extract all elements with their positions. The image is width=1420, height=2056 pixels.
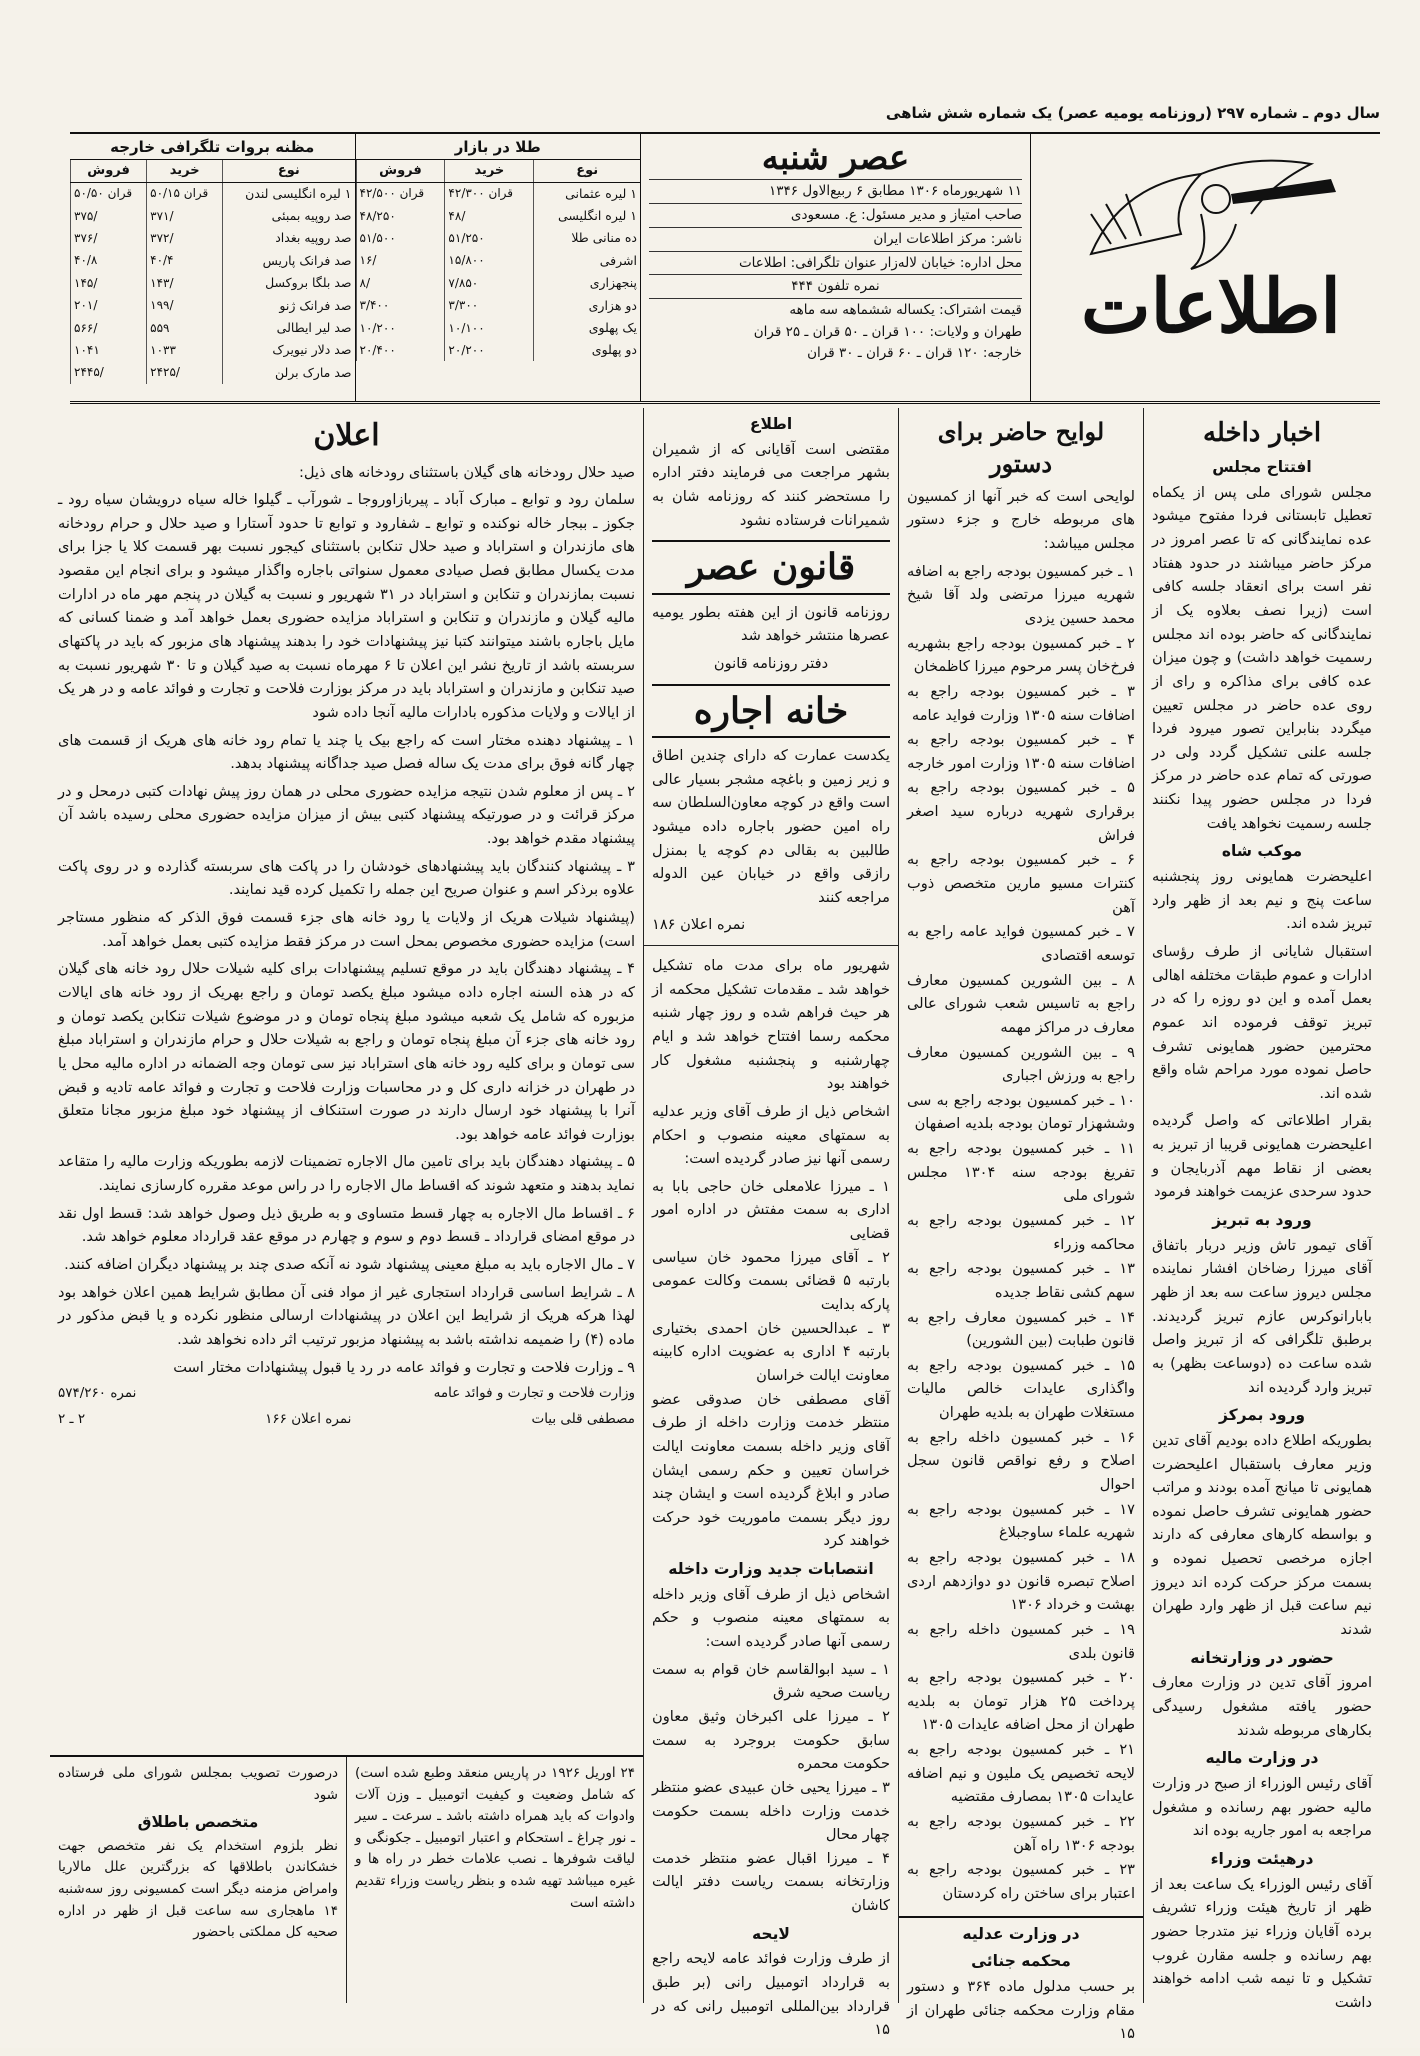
table-cell: ۱ لیره انگلیسی لندن bbox=[223, 182, 355, 204]
table-cell: یک پهلوی bbox=[534, 316, 640, 338]
bill-text: از طرف وزارت فوائد عامه لایحه راجع به قرارداد اتومبیل رانی (بر طبق قرارداد بین‌المللی اتومبیل رانی که در ۱۵ bbox=[652, 1950, 890, 2039]
bill-item: ۱۳ ـ خبر کمسیون بودجه راجع به سهم کشی نقاط جدیده bbox=[907, 1260, 1135, 1301]
bill-item: ۵ ـ خبر کمسیون بودجه راجع به برقراری شهریه درباره سید اصغر فراش bbox=[907, 779, 1135, 844]
advertisement-rivers: سلمان رود و توابع ـ مبارک آباد ـ پیربازاوروجا ـ شورآب ـ گیلوا خاله سیاه درویشان سیاه رود ـ جکوز ـ ببجار خاله نوکنده و توابع ـ شفارود و توابع تا حدود آستارا و صید حلال و حرام رودخانه های مازندران و استراباد و صید حلال تنکابن باستثنای کیجور نسبت بهر قسمت کلا یا جزا برای مدت یکسال مطابق فصل صیادی معمول سنواتی باجاره واگذار میشود و برای انجام این مقصود نسبت بمازندران و تنکابن و استراباد در ۳۱ شهریور و نسبت به گیلان در پنجم مهر ماه در ادارات مالیه گیلان و مازندران و تنکابن و استراباد مزایده حضوری بعمل خواهد آمد و ضمنا کسانی که مایل باجاره باشند میتوانند کتبا نیز پیشنهادات خود را بدهند پیشنهاد های مزبور که باید در پاکتهای سربسته باشد از تاریخ نشر این اعلان تا ۶ مهرماه نسبت به صید گیلان و تا ۳۰ شهریور نسبت به صید تنکابن و مازندران و استراباد باید در مرکز بوزارت فلاحت و تجارت و فوائد عامه و در هر یک از ایالات و ولایات مذکوره بادارات مالیه آنجا داده شود bbox=[58, 491, 636, 721]
table-cell: ۲۰/۴۰۰ bbox=[356, 339, 445, 361]
table-cell: ۷/۸۵۰ bbox=[445, 272, 534, 294]
subscription-head: قیمت اشتراک: یکساله ششماهه سه ماهه bbox=[649, 298, 1022, 322]
interior-appointments-list bbox=[652, 1658, 890, 1918]
angel-trumpet-icon bbox=[1051, 144, 1361, 274]
justice-section bbox=[899, 1916, 1143, 2056]
table-cell: ۵۶۶/ bbox=[71, 316, 147, 338]
table-row bbox=[356, 204, 640, 226]
bill-item: ۲۲ ـ خبر کمسیون بودجه راجع به بودجه ۱۳۰۶ راه آهن bbox=[907, 1813, 1135, 1854]
bottom-left-subhead: متخصص باطلاق bbox=[137, 1813, 259, 1832]
masthead bbox=[70, 132, 1380, 404]
sign-ad-number: نمره اعلان ۱۶۶ bbox=[265, 1411, 352, 1428]
issue-line bbox=[70, 104, 1380, 132]
issue-date: ۱۱ شهریورماه ۱۳۰۶ مطابق ۶ ربیع‌الاول ۱۳۴۶ bbox=[649, 179, 1022, 203]
appointments-intro: اشخاص ذیل از طرف آقای وزیر عدلیه به سمتهای معینه منصوب و احکام رسمی آنها نیز صادر گردیده است: bbox=[652, 1102, 890, 1168]
bill-item: ۱۸ ـ خبر کمسیون بودجه راجع به اصلاح تبصره قانون دو دوازدهم اردی بهشت و خرداد ۱۳۰۶ bbox=[907, 1548, 1135, 1614]
rent-heading: خانه اجاره bbox=[652, 684, 890, 738]
table-row bbox=[71, 204, 355, 226]
interior-appointment-item: ۲ ـ میرزا علی اکبرخان وثیق معاون سابق حکومت بروجرد به سمت حکومت محمره bbox=[652, 1707, 890, 1773]
table-cell: صد بلگا بروکسل bbox=[223, 272, 355, 294]
table-cell: ۱۰/۱۰۰ bbox=[445, 316, 534, 338]
table-cell: ۴۲/۳۰۰ قران bbox=[445, 182, 534, 204]
bill-item: ۲۱ ـ خبر کمسیون بودجه راجع به لایحه تخصیص یک ملیون و نیم اضافه عایدات ۱۳۰۵ بمصارف مقتضیه bbox=[907, 1741, 1135, 1806]
appointments-list bbox=[652, 1175, 890, 1388]
advertisement-clause: ۹ ـ وزارت فلاحت و تجارت و فوائد عامه در رد یا قبول پیشنهادات مختار است bbox=[173, 1358, 635, 1376]
table-cell: صد روپیه بغداد bbox=[223, 227, 355, 249]
table-cell: اشرفی bbox=[534, 249, 640, 271]
advertisement-clause: ۲ ـ پس از معلوم شدن نتیجه مزایده حضوری محلی در همان روز پیش نهادات کتبی درمحل و در مرکز قرائت و در صورتیکه پیشنهاد کتبی بیش از میزان مزایده حضوری محلی رسیده باشد آن پیشنهاد مقدم خواهد بود. bbox=[58, 782, 635, 848]
market-tables bbox=[70, 134, 640, 401]
advertisement-signature bbox=[58, 1383, 635, 1405]
table-cell: صد فرانک ژنو bbox=[223, 294, 355, 316]
office-line: محل اداره: خیابان لاله‌زار عنوان تلگرافی: اطلاعات bbox=[649, 251, 1022, 275]
table-header: فروش bbox=[71, 160, 147, 182]
table-cell: صد فرانک پاریس bbox=[223, 249, 355, 271]
table-cell: ده منانی طلا bbox=[534, 227, 640, 249]
bills-column bbox=[898, 408, 1143, 2043]
bill-item: ۱ ـ خبر کمسیون بودجه راجع به اضافه شهریه میرزا مرتضی ولد آقا شیخ محمد حسین یزدی bbox=[907, 562, 1135, 627]
news-paragraph: آقای رئیس الوزراء یک ساعت بعد از ظهر از تاریخ هیئت وزراء تشریف برده آقایان وزراء نیز متدرجا حضور بهم رسانده و جلسه مقارن غروب تشکیل و تا نیمه شب ادامه خواهند داشت bbox=[1152, 1875, 1372, 2011]
bills-list bbox=[907, 560, 1135, 1906]
bottom-right-text: ۲۴ اوریل ۱۹۲۶ در پاریس منعقد وطبع شده است) که شامل وضعیت و کیفیت اتومبیل ـ وزن آلات وادوات که باید همراه داشته باشد ـ سرعت ـ سیر ـ نور چراغ ـ استحکام و اعتبار اتومبیل ـ جکونگی و لیاقت شوفرها ـ نصب علامات خطر در راه ها و غیره میباشد تهیه شده و بنظر ریاست وزراء تقدیم داشته است bbox=[355, 1765, 636, 1911]
owner-line: صاحب امتیاز و مدیر مسئول: ع. مسعودی bbox=[649, 203, 1022, 227]
bottom-left-block bbox=[50, 1757, 346, 2003]
table-cell: ۵۰/۵۰ قران bbox=[71, 182, 147, 204]
advertisement-clause: ۶ ـ اقساط مال الاجاره به چهار قسط متساوی و به طریق ذیل وصول خواهد شد: قسط اول نقد در موقع امضای قرارداد ـ قسط دوم و سوم و چهارم در موقع عقد قرارداد معلوم خواهد شد. bbox=[58, 1204, 635, 1246]
table-cell: پنجهزاری bbox=[534, 272, 640, 294]
news-paragraph: امروز آقای تدین در وزارت معارف حضور یافته مشغول رسیدگی بکارهای مربوطه شدند bbox=[1152, 1674, 1372, 1739]
table-cell: صد دلار نیویرک bbox=[223, 339, 355, 361]
gold-table-title: طلا در بازار bbox=[356, 134, 641, 160]
table-row bbox=[356, 294, 640, 316]
table-row bbox=[356, 316, 640, 338]
table-cell: ۵۰/۱۵ قران bbox=[147, 182, 223, 204]
court-text: شهریور ماه برای مدت ماه تشکیل خواهد شد ـ مقدمات تشکیل محکمه از هر حیث فراهم شده و روز چهار شنبه محکمه رسما افتتاح خواهد شد و ایام چهارشنبه و پنجشنبه مشغول کار خواهند بود bbox=[652, 957, 890, 1093]
table-cell: ۴۲/۵۰۰ قران bbox=[356, 182, 445, 204]
sign-name: مصطفی قلی بیات bbox=[531, 1411, 635, 1428]
table-cell: ۱۰/۲۰۰ bbox=[356, 316, 445, 338]
bill-item: ۲ ـ خبر کمسیون بودجه راجع بشهریه فرخ‌خان پسر مرحوم میرزا کاظمخان bbox=[907, 634, 1135, 676]
table-row bbox=[71, 316, 355, 338]
news-paragraph: بطوریکه اطلاع داده بودیم آقای تدین وزیر معارف باستقبال اعلیحضرت همایونی تا میانج آمده بودند و مراتب حضور همایونی تشرف حاصل نموده و بواسطه کارهای معارفی که دارند اجازه مرخصی تحصیل نموده و بسمت مرکز حرکت کرده اند دیروز نیم ساعت قبل از ظهر وارد طهران شدند bbox=[1152, 1431, 1372, 1639]
domestic-news-title: اخبار داخله bbox=[1202, 418, 1322, 448]
table-cell: ۸/ bbox=[356, 272, 445, 294]
table-row bbox=[356, 227, 640, 249]
fx-table-title: مظنه بروات تلگرافی خارجه bbox=[70, 134, 355, 160]
news-subhead: درهیئت وزراء bbox=[1210, 1849, 1314, 1868]
bill-item: ۸ ـ بین الشورین کمسیون معارف راجع به تاسیس شعب شورای عالی معارف در مراکز مهمه bbox=[907, 971, 1135, 1036]
news-subhead: افتتاح مجلس bbox=[1212, 458, 1312, 477]
advertisement-clause: ۸ ـ شرایط اساسی قرارداد استجاری غیر از مواد فنی آن مطابق شرایط همین اعلان خواهد بود لهذا هرکه هریک از شرایط این اعلان در پیشنهادات ارسالی منظور نکرده و یا قبض مذکور در ماده (۴) را ضمیمه نداشته باشد به پیشنهاد مزبور ترتیب اثر داده نخواهد شد. bbox=[58, 1283, 635, 1348]
table-cell: ۴۰/۸ bbox=[71, 249, 147, 271]
interior-intro: اشخاص ذیل از طرف آقای وزیر داخله به سمتهای معینه منصوب و حکم رسمی آنها صادر گردیده است: bbox=[652, 1585, 890, 1651]
table-cell: صد لیر ایطالی bbox=[223, 316, 355, 338]
divider bbox=[644, 945, 898, 946]
law-paper-sign: دفتر روزنامه قانون bbox=[713, 654, 829, 672]
table-header: خرید bbox=[445, 160, 534, 182]
table-header: فروش bbox=[356, 160, 445, 182]
table-row bbox=[71, 361, 355, 383]
interior-appointment-item: ۱ ـ سید ابوالقاسم خان قوام به سمت ریاست صحیه شرق bbox=[652, 1660, 890, 1702]
news-paragraph: بقرار اطلاعاتی که واصل گردیده اعلیحضرت همایونی قریبا از تبریز به بعضی از نقاط مهم آذربایجان و حدود سرحدی عزیمت خواهند فرمود bbox=[1152, 1112, 1372, 1201]
news-subhead: ورود به تبریز bbox=[1212, 1211, 1312, 1230]
advertisement-clause: ۴ ـ پیشنهاد دهندگان باید در موقع تسلیم پیشنهادات برای کلیه شیلات حلال رود خانه های گیلان که در هذه السنه اجاره داده میشود مبلغ یکصد تومان و راجع بهریک از رود خانه های ایالات مزبوره که شامل یک شعبه میشود مبلغ پنجاه تومان و در موضوع شیلات تنکابن یکصد تومان و رود خانه های جزء آن مبلغ پنجاه تومان و راجع به شیلات حلال و حرام مازندران و استراباد مبلغ سی تومان و برای کلیه رود خانه های استراباد نیز سی تومان وجه الضمانه در اداره مالیه محل یا در طهران در خزانه داری کل و در محاسبات وزارت فلاحت و تجارت و فوائد عامه تادیه و قبض آنرا با پیشنهاد خود ارسال دارند در صورت استنکاف از پیشنهاد خود مبلغ مزبور مجانا متعلق بوزارت فوائد عامه خواهد بود. bbox=[58, 960, 635, 1143]
fx-rate-table bbox=[70, 134, 355, 401]
sign-count: ۲ ـ ۲ bbox=[58, 1411, 86, 1428]
rent-ad-number: نمره اعلان ۱۸۶ bbox=[652, 916, 746, 934]
news-subhead: ورود بمرکز bbox=[1218, 1406, 1306, 1425]
table-header: نوع bbox=[534, 160, 640, 182]
table-cell: ۱ لیره عثمانی bbox=[534, 182, 640, 204]
bill-item: ۷ ـ خبر کمسیون فواید عامه راجع به توسعه اقتصادی bbox=[907, 923, 1135, 964]
justice-subtitle: محکمه جنائی bbox=[971, 1952, 1071, 1971]
table-header: نوع bbox=[223, 160, 355, 182]
bill-item: ۹ ـ بین الشورین کمسیون معارف راجع به ورزش اجباری bbox=[907, 1043, 1135, 1085]
table-cell: ۳/۴۰۰ bbox=[356, 294, 445, 316]
bill-item: ۱۲ ـ خبر کمسیون بودجه راجع به محاکمه وزراء bbox=[907, 1212, 1135, 1253]
phone-line: نمره تلفون ۴۴۴ bbox=[649, 274, 1022, 298]
gold-price-table bbox=[355, 134, 641, 401]
table-header: خرید bbox=[147, 160, 223, 182]
news-paragraph: مجلس شورای ملی پس از یکماه تعطیل تابستانی فردا مفتوح میشود عده نمایندگانی که تا عصر امروز در مرکز حاضر میباشند در حدود هفتاد نفر است برای انعقاد جلسه کافی است (زیرا نصف بعلاوه یک از نمایندگانی که حاضر بوده اند مجلس رسمیت خواهد داشت) و چون میزان عده کافی برای مذاکره و رای از روی عده حاضر در مجلس تعیین میگردد بنابراین تصور میرود فردا جلسه علنی تشکیل گردد ولی در صورتی که تمام عده حاضر در مرکز فردا در مجلس حضور پیدا نکنند جلسه رسمیت نخواهد یافت bbox=[1152, 483, 1372, 832]
advertisement-title: اعلان bbox=[313, 418, 380, 453]
news-paragraph: اعلیحضرت همایونی روز پنجشنبه ساعت پنج و نیم بعد از ظهر وارد تبریز شده اند. bbox=[1152, 868, 1372, 933]
table-cell: ۵۱/۵۰۰ bbox=[356, 227, 445, 249]
subscription-abroad: خارجه: ۱۲۰ قران ـ ۶۰ قران ـ ۳۰ قران bbox=[807, 345, 1022, 362]
table-row bbox=[356, 272, 640, 294]
table-cell: ۴۰/۴ bbox=[147, 249, 223, 271]
domestic-news-column bbox=[1143, 408, 1380, 2011]
table-row bbox=[356, 249, 640, 271]
bill-item: ۱۴ ـ خبر کمسیون معارف راجع به قانون طبابت (بین الشورین) bbox=[907, 1308, 1135, 1350]
advertisement-column bbox=[50, 408, 643, 2003]
justice-text: بر حسب مدلول ماده ۳۶۴ و دستور مقام وزارت محکمه جنائی طهران از ۱۵ bbox=[907, 1977, 1136, 2043]
interior-appointment-item: ۳ ـ میرزا یحیی خان عبیدی عضو منتظر خدمت وزارت داخله بسمت حکومت چهار محال bbox=[652, 1778, 890, 1844]
sign-number: نمره ۵۷۴/۲۶۰ bbox=[58, 1385, 137, 1402]
bill-item: ۲۰ ـ خبر کمسیون بودجه راجع به پرداخت ۲۵ هزار تومان به بلدیه طهران از محل اضافه عایدات ۱۳۰۵ bbox=[907, 1669, 1135, 1734]
appointment-item: ۳ ـ عبدالحسین خان احمدی بختیاری بارتبه ۴ اداری به عضویت اداره کابینه معاونت ایالت خراسان bbox=[652, 1319, 891, 1384]
table-cell: ۵۱/۲۵۰ bbox=[445, 227, 534, 249]
issue-day: عصر شنبه bbox=[761, 138, 910, 178]
rent-text: یکدست عمارت که دارای چندین اطاق و زیر زمین و باغچه مشجر بسیار عالی است واقع در کوچه معاون‌السلطان سه راه امین حضور باجاره داده میشود طالبین به بقالی دم کوچه یا بمنزل رازقی واقع در خیابان عین الدوله مراجعه کنند bbox=[652, 746, 890, 906]
table-cell: ۳۷۵/ bbox=[71, 204, 147, 226]
notice-title: اطلاع bbox=[749, 415, 793, 433]
table-cell: ۴۸/۲۵۰ bbox=[356, 204, 445, 226]
news-paragraph: آقای رئیس الوزراء از صبح در وزارت مالیه حضور بهم رسانده و مشغول مراجعه به امور جاریه بوده اند bbox=[1152, 1774, 1372, 1840]
issue-info: سال دوم ـ شماره ۲۹۷ (روزنامه یومیه عصر) یک شماره شش شاهی bbox=[885, 104, 1380, 122]
law-paper-text: روزنامه قانون از این هفته بطور یومیه عصرها منتشر خواهد شد bbox=[652, 603, 890, 645]
bill-item: ۱۱ ـ خبر کمسیون بودجه راجع به تفریغ بودجه سنه ۱۳۰۴ مجلس شورای ملی bbox=[907, 1140, 1135, 1205]
table-cell: ۱۴۵/ bbox=[71, 272, 147, 294]
bottom-left-top: درصورت تصویب بمجلس شورای ملی فرستاده شود bbox=[58, 1765, 338, 1803]
advertisement-signature-2 bbox=[58, 1409, 635, 1431]
news-subhead: حضور در وزارتخانه bbox=[1190, 1648, 1334, 1667]
interior-appointment-item: ۴ ـ میرزا اقبال عضو منتظر خدمت وزارتخانه بسمت ریاست دفتر ایالت کاشان bbox=[652, 1849, 890, 1915]
table-cell: ۱۹۹/ bbox=[147, 294, 223, 316]
table-cell: ۵۵۹ bbox=[147, 316, 223, 338]
table-cell: دو هزاری bbox=[534, 294, 640, 316]
table-cell: ۱۰۴۱ bbox=[71, 339, 147, 361]
bottom-left-text: نظر بلزوم استخدام یک نفر متخصص جهت خشکاندن باطلاقها که بزرگترین علل مالاریا وامراض مزمنه دیگر است کمسیونی روز سه‌شنبه ۱۴ ماهجاری سه ساعت قبل از ظهر در اداره صحیه کل مملکتی باحضور bbox=[58, 1837, 338, 1941]
bill-item: ۳ ـ خبر کمسیون بودجه راجع به اضافات سنه ۱۳۰۵ وزارت فواید عامه bbox=[907, 682, 1135, 724]
gold-table-grid bbox=[356, 160, 641, 361]
table-cell: ۳۷۶/ bbox=[71, 227, 147, 249]
advertisement-clause: (پیشنهاد شیلات هریک از ولایات یا رود خانه های جزء قسمت فوق الذکر که منظور مستاجر است) مزایده حضوری مخصوص بمحل است در مرکز فقط مزایده کتبی بعمل خواهد آمد. bbox=[58, 909, 635, 950]
table-cell: ۳۷۲/ bbox=[147, 227, 223, 249]
bills-intro: لوایحی است که خبر آنها از کمسیون های مربوطه خارج و جزء دستور مجلس میباشد: bbox=[907, 487, 1135, 553]
advertisement-clause: ۷ ـ مال الاجاره باید به مبلغ معینی پیشنهاد شود نه آنکه صدی چند بر پیشنهاد دیگران اضافه کنند. bbox=[64, 1256, 635, 1273]
table-row bbox=[71, 339, 355, 361]
table-cell: ۳۷۱/ bbox=[147, 204, 223, 226]
table-row bbox=[71, 249, 355, 271]
table-cell: ۴۸/ bbox=[445, 204, 534, 226]
interior-text: آقای مصطفی خان صدوقی عضو منتظر خدمت وزارت داخله از طرف آقای وزیر داخله بسمت معاونت ایالت خراسان تعیین و حکم رسمی ایشان صادر و ابلاغ گردیده است و ایشان چند روز دیگر بسمت ماموریت خود حرکت خواهند کرد bbox=[652, 1390, 890, 1550]
bill-item: ۱۶ ـ خبر کمسیون داخله راجع به اصلاح و رفع نواقص قانون سجل احوال bbox=[907, 1428, 1135, 1494]
bill-item: ۱۵ ـ خبر کمسیون بودجه راجع به واگذاری عایدات خالص مالیات مستغلات طهران به بلدیه طهران bbox=[907, 1356, 1135, 1422]
law-paper-heading: قانون عصر bbox=[652, 540, 890, 594]
logo-box bbox=[1030, 134, 1380, 401]
news-paragraph: آقای تیمور تاش وزیر دربار باتفاق آقای میرزا رضاخان افشار نماینده مجلس دیروز ساعت سه بعد از ظهر بابارانوکرس عازم تبریز گردیدند. برطبق تلگرافی که از تبریز واصل شده ساعت ده (دوساعت بظهر) به تبریز وارد گردیده اند bbox=[1152, 1236, 1372, 1396]
table-row bbox=[71, 182, 355, 204]
advertisement-bottom-row bbox=[50, 1755, 643, 2003]
news-paragraph: استقبال شایانی از طرف رؤسای ادارات و عموم طبقات مختلفه اهالی بعمل آمده و این دو روزه را که در تبریز توقف فرموده اند عموم محترمین حضور همایونی تشرف حاصل نموده مورد مراحم شاه واقع شده اند. bbox=[1152, 943, 1372, 1102]
bill-item: ۴ ـ خبر کمسیون بودجه راجع به اضافات سنه ۱۳۰۵ وزارت امور خارجه bbox=[907, 731, 1135, 772]
notice-text: مقتضی است آقایانی که از شمیران بشهر مراجعت می فرمایند دفتر اداره را مستحضر کنند که روزنامه شان به شمیرانات فرستاده نشود bbox=[652, 440, 890, 529]
table-cell: ۱۴۳/ bbox=[147, 272, 223, 294]
table-cell: ۲۴۲۵/ bbox=[147, 361, 223, 383]
subscription-tehran: طهران و ولایات: ۱۰۰ قران ـ ۵۰ قران ـ ۲۵ قران bbox=[753, 324, 1022, 341]
table-cell: صد مارک برلن bbox=[223, 361, 355, 383]
advertisement-intro: صید حلال رودخانه های گیلان باستثنای رودخانه های ذیل: bbox=[298, 463, 635, 481]
news-subhead: موکب شاه bbox=[1221, 842, 1303, 861]
advertisement-clauses bbox=[58, 729, 635, 1380]
table-cell: دو پهلوی bbox=[534, 339, 640, 361]
table-cell: ۱ لیره انگلیسی bbox=[534, 204, 640, 226]
sign-org: وزارت فلاحت و تجارت و فوائد عامه bbox=[433, 1385, 635, 1402]
publication-info bbox=[640, 134, 1030, 401]
bottom-right-block bbox=[346, 1757, 643, 2003]
advertisement-clause: ۵ ـ پیشنهاد دهندگان باید برای تامین مال الاجاره تضمینات لازمه بطوریکه وزارت مالیه را متقاعد نماید بدهند و متعهد شوند که اقساط مال الاجاره را در راس موعد مقرره کارسازی نمایند. bbox=[58, 1153, 635, 1195]
advertisement-clause: ۳ ـ پیشنهاد کنندگان باید پیشنهادهای خودشان را در پاکت های سربسته گذارده و در روی پاکت علاوه برذکر اسم و عنوان صریح این جمله را تکمیل کرده قید نمایند. bbox=[58, 857, 635, 899]
publisher-line: ناشر: مرکز اطلاعات ایران bbox=[649, 227, 1022, 251]
advertisement-body bbox=[50, 408, 643, 1755]
appointment-item: ۲ ـ آقای میرزا محمود خان سیاسی بارتبه ۵ قضائی بسمت وکالت عمومی پارکه بدایت bbox=[652, 1248, 891, 1314]
interior-subhead: انتصابات جدید وزارت داخله bbox=[668, 1560, 874, 1579]
logo-wordmark: اطلاعات bbox=[1081, 264, 1341, 350]
table-row bbox=[356, 339, 640, 361]
news-subhead: در وزارت مالیه bbox=[1205, 1749, 1319, 1768]
table-row bbox=[71, 272, 355, 294]
table-cell: ۱۵/۸۰۰ bbox=[445, 249, 534, 271]
bill-item: ۱۰ ـ خبر کمسیون بودجه راجع به سی وششهزار تومان بودجه بلدیه اصفهان bbox=[907, 1091, 1135, 1133]
justice-title: در وزارت عدلیه bbox=[962, 1924, 1080, 1943]
bill-item: ۲۳ ـ خبر کمسیون بودجه راجع به اعتبار برای ساختن راه کردستان bbox=[907, 1861, 1135, 1902]
table-row bbox=[71, 227, 355, 249]
appointment-item: ۱ ـ میرزا علامعلی خان حاجی بابا به اداری به سمت مفتش در اداره امور قضایی bbox=[652, 1177, 890, 1243]
table-row bbox=[71, 294, 355, 316]
bill-subhead: لایحه bbox=[752, 1924, 790, 1943]
advertisement-clause: ۱ ـ پیشنهاد دهنده مختار است که راجع بیک یا چند یا تمام رود خانه های هریک از قسمت های چهار گانه فوق برای مدت یک ساله فصل صید جداگانه پیشنهاد بدهد. bbox=[58, 731, 635, 773]
table-cell: ۲۰۱/ bbox=[71, 294, 147, 316]
table-cell: ۲۴۴۵/ bbox=[71, 361, 147, 383]
fx-table-grid bbox=[70, 160, 355, 384]
notices-column bbox=[643, 408, 898, 2039]
table-cell: ۱۰۳۳ bbox=[147, 339, 223, 361]
bill-item: ۶ ـ خبر کمسیون بودجه راجع به کنترات مسیو مارین متخصص ذوب آهن bbox=[907, 851, 1135, 916]
article-columns bbox=[50, 408, 1380, 2043]
table-cell: ۳/۳۰۰ bbox=[445, 294, 534, 316]
bill-item: ۱۷ ـ خبر کمسیون بودجه راجع به شهریه علماء ساوجبلاغ bbox=[907, 1500, 1135, 1542]
table-cell: ۲۰/۲۰۰ bbox=[445, 339, 534, 361]
bill-item: ۱۹ ـ خبر کمسیون داخله راجع به قانون بلدی bbox=[907, 1620, 1135, 1662]
table-row bbox=[356, 182, 640, 204]
bills-title: لوایح حاضر برای دستور bbox=[937, 417, 1105, 479]
table-cell: ۱۶/ bbox=[356, 249, 445, 271]
table-cell: صد روپیه بمبئی bbox=[223, 204, 355, 226]
